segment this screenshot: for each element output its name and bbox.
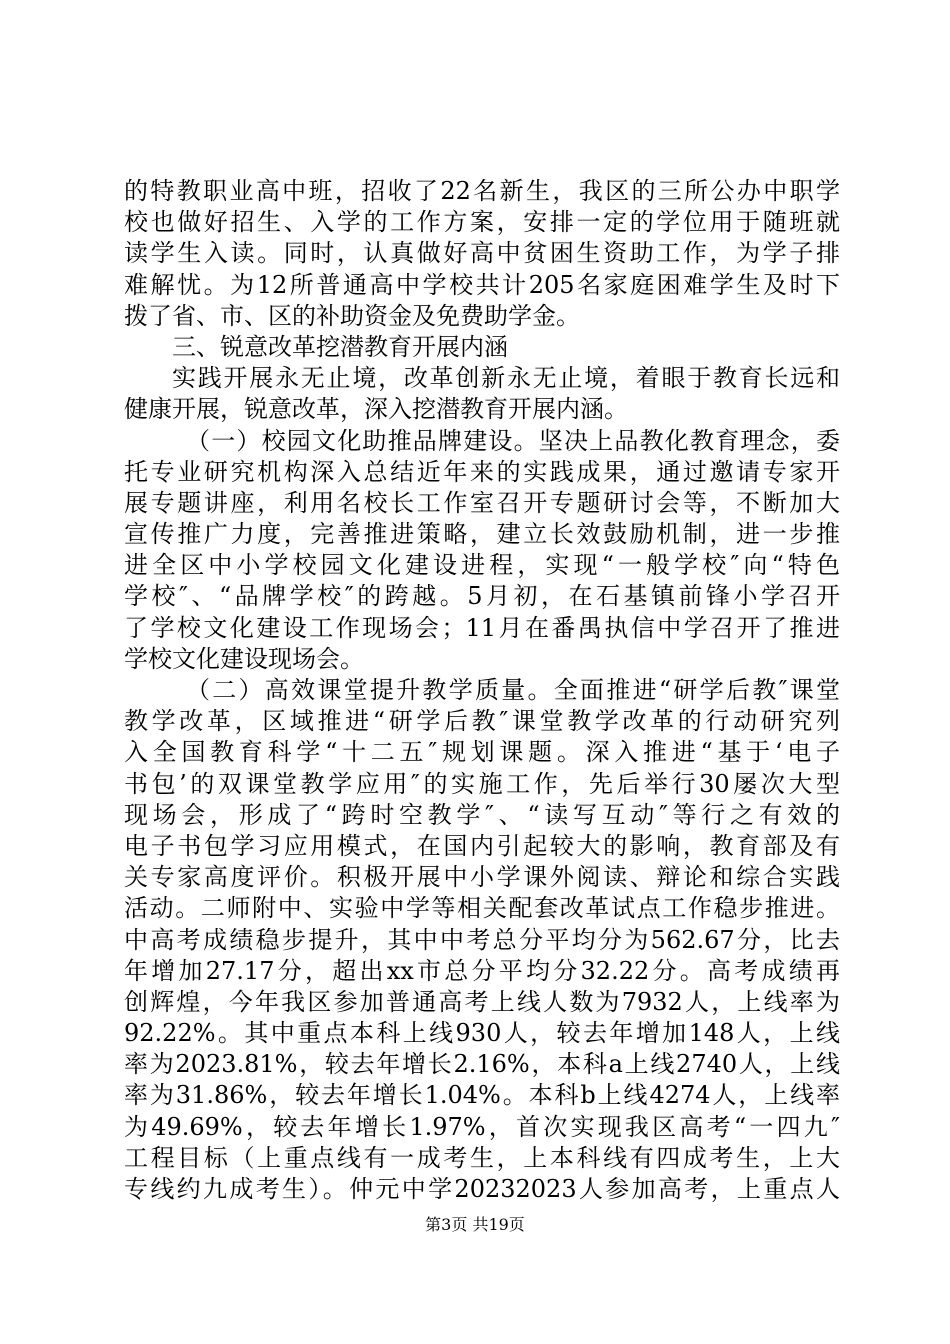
text-line: 关专家高度评价。积极开展中小学课外阅读、辩论和综合实践 bbox=[124, 863, 840, 892]
text-line: 92.22%。其中重点本科上线930人，较去年增加148人，上线 bbox=[124, 1019, 840, 1048]
text-line: 为49.69%，较去年增长1.97%，首次实现我区高考“一四九″ bbox=[124, 1112, 840, 1141]
text-line: 难解忧。为12所普通高中学校共计205名家庭困难学生及时下 bbox=[124, 270, 840, 299]
text-line: 读学生入读。同时，认真做好高中贫困生资助工作，为学子排 bbox=[124, 239, 840, 268]
text-line: 学校″、“品牌学校″的跨越。5月初，在石基镇前锋小学召开 bbox=[124, 582, 840, 611]
text-line: 入全国教育科学“十二五″规划课题。深入推进“基于‘电子 bbox=[124, 738, 840, 767]
text-line: 专线约九成考生）。仲元中学20232023人参加高考，上重点人 bbox=[124, 1175, 840, 1203]
paragraph-first-line: 实践开展永无止境，改革创新永无止境，着眼于教育长远和 bbox=[172, 364, 840, 393]
text-line: 教学改革，区域推进“研学后教″课堂教学改革的行动研究列 bbox=[124, 707, 840, 736]
text-line: 创辉煌，今年我区参加普通高考上线人数为7932人，上线率为 bbox=[124, 987, 840, 1016]
text-line: 电子书包学习应用模式，在国内引起较大的影响，教育部及有 bbox=[124, 831, 840, 860]
document-body bbox=[124, 176, 840, 1205]
text-line: 书包’的双课堂教学应用″的实施工作，先后举行30屡次大型 bbox=[124, 769, 840, 798]
text-line: 活动。二师附中、实验中学等相关配套改革试点工作稳步推进。 bbox=[124, 894, 840, 923]
text-line: 进全区中小学校园文化建设进程，实现“一般学校″向“特色 bbox=[124, 551, 840, 580]
text-line: 宣传推广力度，完善推进策略，建立长效鼓励机制，进一步推 bbox=[124, 520, 840, 549]
text-line: 拨了省、市、区的补助资金及免费助学金。 bbox=[124, 301, 580, 330]
text-line: 现场会，形成了“跨时空教学″、“读写互动″等行之有效的 bbox=[124, 800, 840, 829]
text-line: 托专业研究机构深入总结近年来的实践成果，通过邀请专家开 bbox=[124, 457, 840, 486]
text-line: 学校文化建设现场会。 bbox=[124, 644, 364, 673]
subsection-first-line: （一）校园文化助推品牌建设。坚决上品教化教育理念，委 bbox=[186, 426, 840, 455]
text-line: 校也做好招生、入学的工作方案，安排一定的学位用于随班就 bbox=[124, 208, 840, 237]
text-line: 率为2023.81%，较去年增长2.16%，本科a上线2740人，上线 bbox=[124, 1050, 840, 1079]
text-line: 率为31.86%，较去年增长1.04%。本科b上线4274人，上线率 bbox=[124, 1081, 840, 1110]
section-heading: 三、锐意改革挖潜教育开展内涵 bbox=[172, 332, 508, 361]
text-line: 的特教职业高中班，招收了22名新生，我区的三所公办中职学 bbox=[124, 177, 840, 205]
text-line: 展专题讲座，利用名校长工作室召开专题研讨会等，不断加大 bbox=[124, 488, 840, 517]
text-line: 年增加27.17分，超出xx市总分平均分32.22分。高考成绩再 bbox=[124, 956, 840, 985]
text-line: 工程目标（上重点线有一成考生，上本科线有四成考生，上大 bbox=[124, 1143, 840, 1172]
text-line: 了学校文化建设工作现场会；11月在番禺执信中学召开了推进 bbox=[124, 613, 840, 642]
page-number-footer: 第3页 共19页 bbox=[425, 1215, 525, 1234]
text-line: 健康开展，锐意改革，深入挖潜教育开展内涵。 bbox=[124, 395, 628, 424]
text-line: 中高考成绩稳步提升，其中中考总分平均分为562.67分，比去 bbox=[124, 925, 840, 954]
subsection-first-line: （二）高效课堂提升教学质量。全面推进“研学后教″课堂 bbox=[186, 676, 840, 704]
